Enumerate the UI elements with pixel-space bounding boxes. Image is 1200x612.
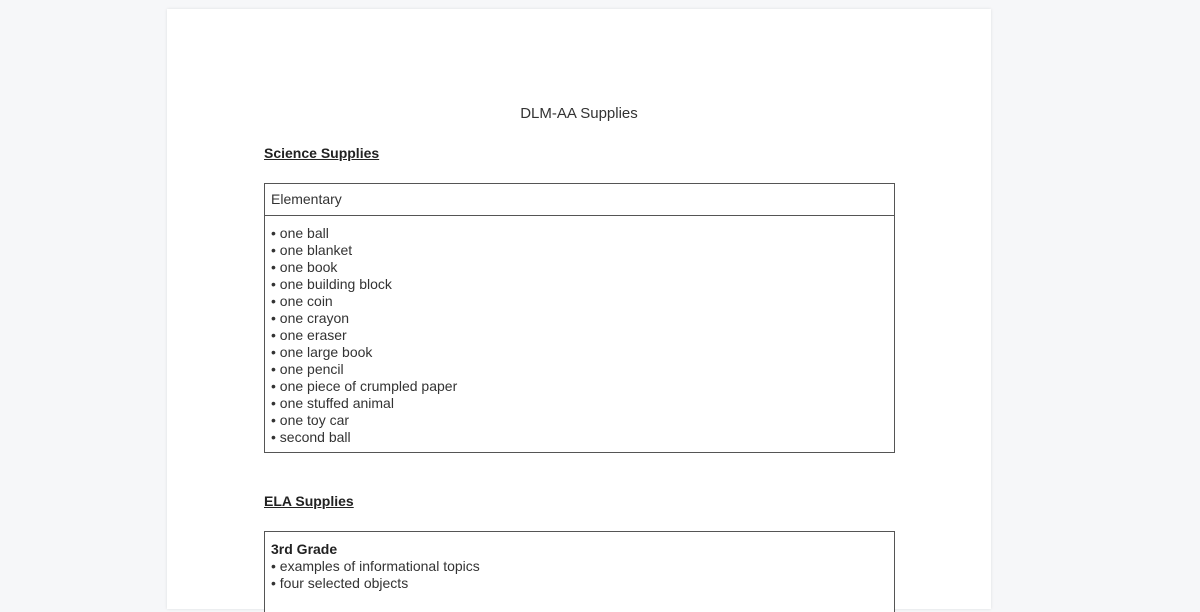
document-page <box>167 9 991 609</box>
list-item: • one crayon <box>271 310 350 326</box>
list-item: • four selected objects <box>271 575 409 591</box>
third-grade-label: 3rd Grade <box>271 541 338 557</box>
list-item: • one coin <box>271 293 333 309</box>
science-supplies-box <box>264 183 895 453</box>
list-item: • one book <box>271 259 338 275</box>
list-item: • one ball <box>271 225 329 241</box>
list-item: • one large book <box>271 344 373 360</box>
list-item: • one stuffed animal <box>271 395 394 411</box>
list-item: • one eraser <box>271 327 347 343</box>
list-item: • examples of informational topics <box>271 558 480 574</box>
ela-supplies-heading: ELA Supplies <box>264 493 354 509</box>
document-title: DLM-AA Supplies <box>520 105 638 122</box>
list-item: • one pencil <box>271 361 344 377</box>
science-supplies-heading: Science Supplies <box>264 145 380 161</box>
elementary-header: Elementary <box>265 184 894 216</box>
ela-supplies-box <box>264 531 895 612</box>
list-item: • one blanket <box>271 242 353 258</box>
list-item: • one toy car <box>271 412 350 428</box>
list-item: • one building block <box>271 276 392 292</box>
list-item: • one piece of crumpled paper <box>271 378 458 394</box>
third-grade-block <box>265 532 894 592</box>
list-item: • second ball <box>271 429 351 445</box>
science-item-list <box>265 216 894 452</box>
